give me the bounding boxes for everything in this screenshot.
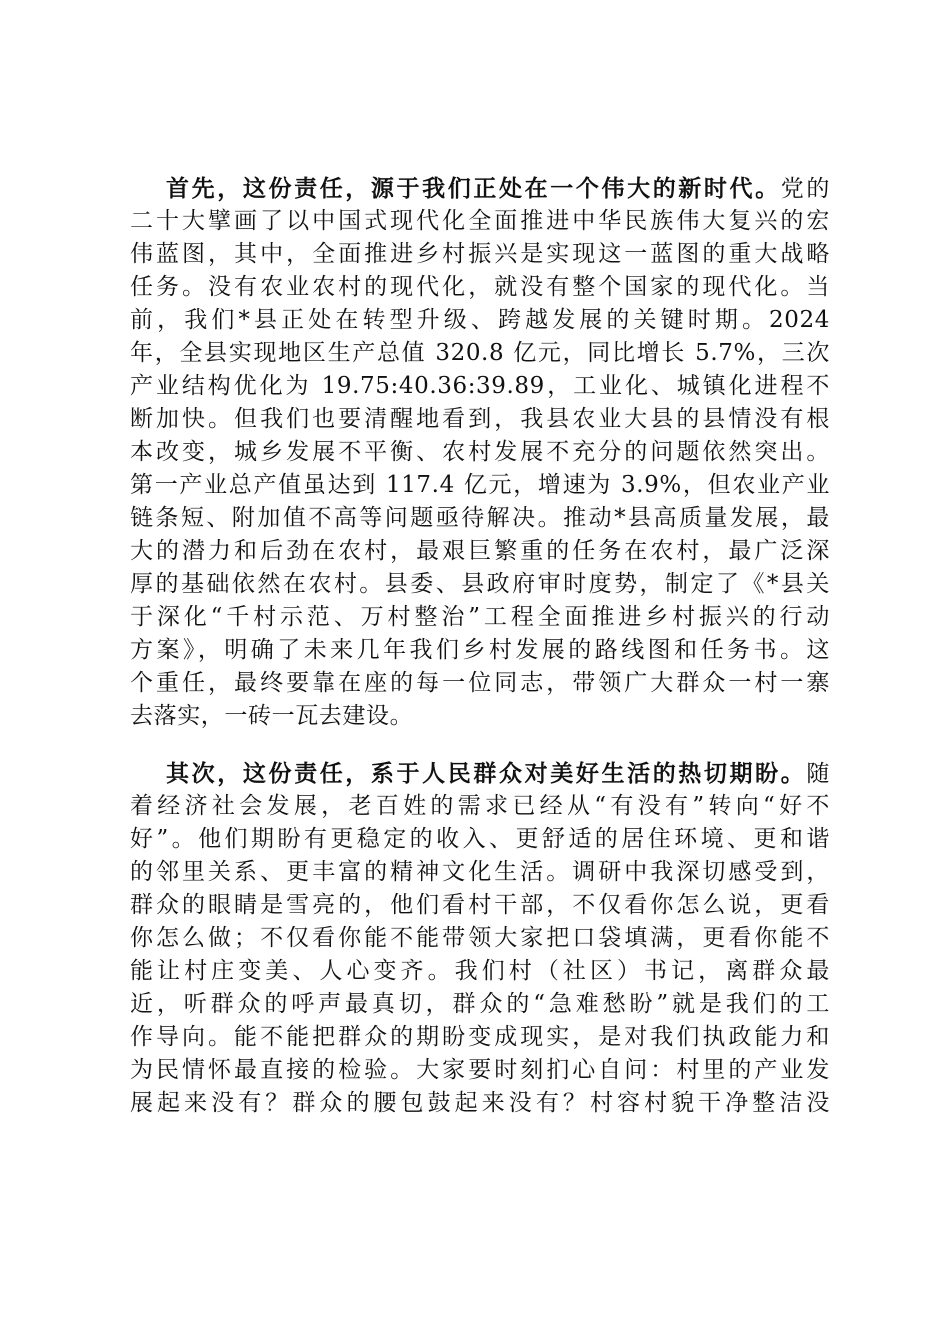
- text-line: 作导向。能不能把群众的期盼变成现实，是对我们执政能力和: [130, 1024, 830, 1050]
- text-line: 群众的眼睛是雪亮的，他们看村干部，不仅看你怎么说，更看: [130, 892, 830, 918]
- text-line: 断加快。但我们也要清醒地看到，我县农业大县的县情没有根: [130, 406, 830, 432]
- text-line: 伟蓝图，其中，全面推进乡村振兴是实现这一蓝图的重大战略: [130, 241, 830, 267]
- text-line: 你怎么做；不仅看你能不能带领大家把口袋填满，更看你能不: [130, 925, 830, 951]
- text-line: 的邻里关系、更丰富的精神文化生活。调研中我深切感受到，: [130, 859, 830, 885]
- text-line: 第一产业总产值虽达到 117.4 亿元，增速为 3.9%，但农业产业: [130, 472, 830, 498]
- text-line: 于深化“千村示范、万村整治”工程全面推进乡村振兴的行动: [130, 604, 830, 630]
- paragraph-responsibility-new-era: [130, 172, 830, 733]
- paragraph-first-line: [130, 172, 830, 205]
- text-line: 党的: [780, 176, 830, 202]
- text-line: 随: [806, 761, 830, 787]
- paragraph-responsibility-people-expectations: [130, 757, 830, 1120]
- text-line: 前，我们*县正处在转型升级、跨越发展的关键时期。2024: [130, 307, 830, 333]
- text-line: 链条短、附加值不高等问题亟待解决。推动*县高质量发展，最: [130, 505, 830, 531]
- text-line: 二十大擘画了以中国式现代化全面推进中华民族伟大复兴的宏: [130, 208, 830, 234]
- text-line: 着经济社会发展，老百姓的需求已经从“有没有”转向“好不: [130, 793, 830, 819]
- text-line: 好”。他们期盼有更稳定的收入、更舒适的居住环境、更和谐: [130, 826, 830, 852]
- text-line: 本改变，城乡发展不平衡、农村发展不充分的问题依然突出。: [130, 439, 830, 465]
- text-line: 展起来没有？群众的腰包鼓起来没有？村容村貌干净整洁没: [130, 1090, 830, 1116]
- text-line: 产业结构优化为 19.75:40.36:39.89，工业化、城镇化进程不: [130, 373, 830, 399]
- text-line: 近，听群众的呼声最真切，群众的“急难愁盼”就是我们的工: [130, 991, 830, 1017]
- paragraph-lead-sentence: 首先，这份责任，源于我们正处在一个伟大的新时代。: [166, 175, 781, 202]
- text-line: 能让村庄变美、人心变齐。我们村（社区）书记，离群众最: [130, 958, 830, 984]
- paragraph-first-line: [130, 757, 830, 790]
- text-line: 年，全县实现地区生产总值 320.8 亿元，同比增长 5.7%，三次: [130, 340, 830, 366]
- text-line: 任务。没有农业农村的现代化，就没有整个国家的现代化。当: [130, 274, 830, 300]
- text-line: 为民情怀最直接的检验。大家要时刻扪心自问：村里的产业发: [130, 1057, 830, 1083]
- text-line: 去落实，一砖一瓦去建设。: [130, 703, 414, 729]
- text-line: 大的潜力和后劲在农村，最艰巨繁重的任务在农村，最广泛深: [130, 538, 830, 564]
- text-line: 个重任，最终要靠在座的每一位同志，带领广大群众一村一寨: [130, 670, 830, 696]
- text-line: 厚的基础依然在农村。县委、县政府审时度势，制定了《*县关: [130, 571, 830, 597]
- text-line: 方案》，明确了未来几年我们乡村发展的路线图和任务书。这: [130, 637, 830, 663]
- paragraph-lead-sentence: 其次，这份责任，系于人民群众对美好生活的热切期盼。: [166, 760, 807, 787]
